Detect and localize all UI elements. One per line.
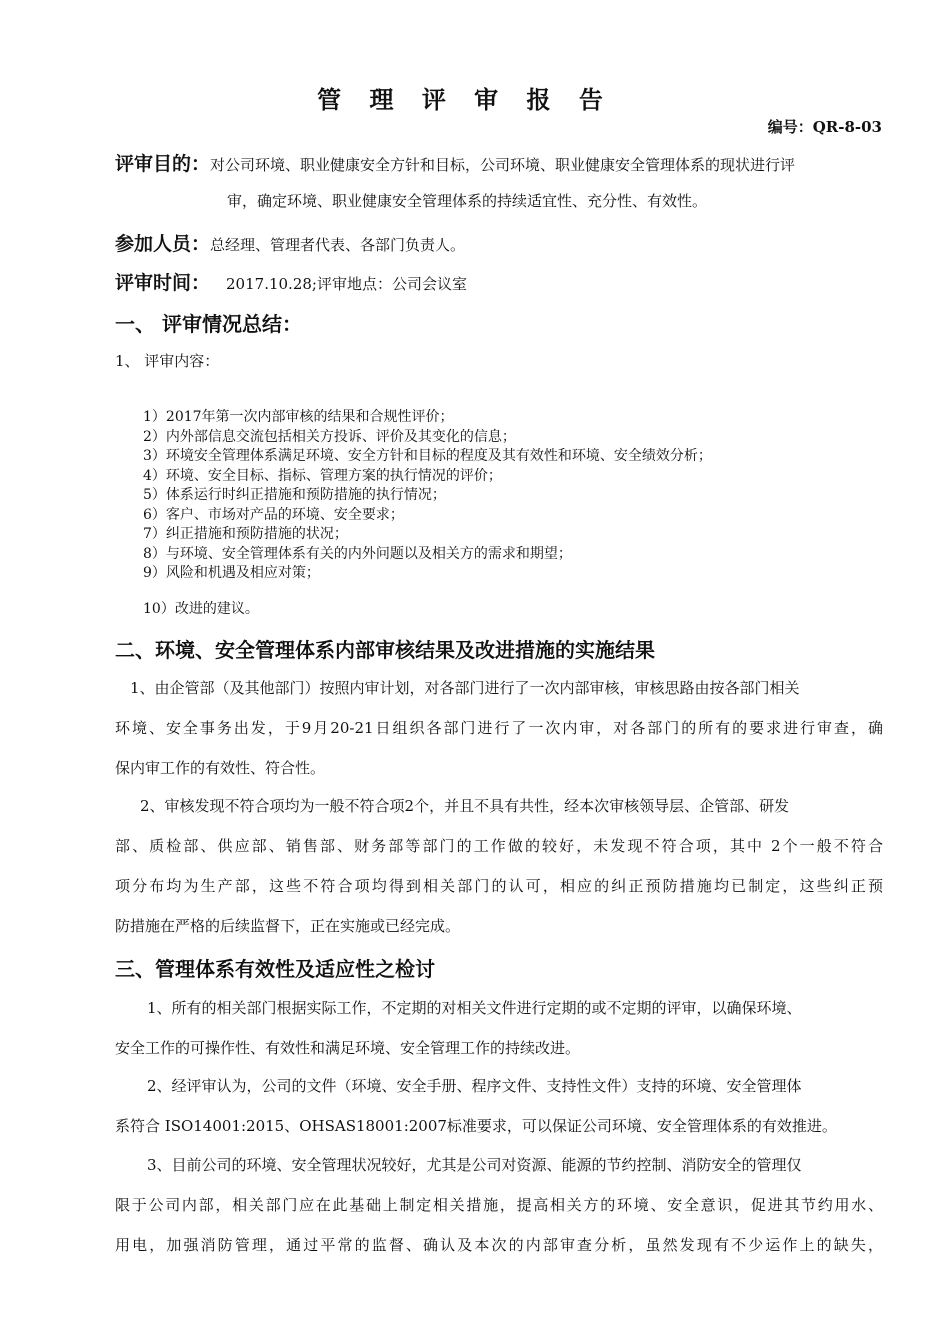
paragraph-line: 安全工作的可操作性、有效性和满足环境、安全管理工作的持续改进。	[115, 1039, 581, 1057]
document-number	[768, 116, 882, 137]
participants-value: 总经理、管理者代表、各部门负责人。	[210, 236, 466, 254]
page-title: 管 理 评 审 报 告	[317, 86, 613, 114]
list-item: 9）风险和机遇及相应对策；	[143, 565, 320, 581]
paragraph-line: 3、目前公司的环境、安全管理状况较好，尤其是公司对资源、能源的节约控制、消防安全的管理仅	[147, 1156, 802, 1174]
section2-paragraph1	[115, 668, 883, 788]
purpose-text-line2: 审，确定环境、职业健康安全管理体系的持续适宜性、充分性、有效性。	[227, 192, 708, 210]
section2-paragraph2	[115, 786, 883, 946]
purpose-label: 评审目的：	[115, 153, 211, 175]
paragraph-line: 防措施在严格的后续监督下，正在实施或已经完成。	[115, 917, 461, 935]
paragraph-line: 保内审工作的有效性、符合性。	[115, 759, 326, 777]
purpose-row	[115, 149, 795, 176]
section1-heading: 一、 评审情况总结：	[115, 312, 302, 336]
paragraph-line: 1、所有的相关部门根据实际工作，不定期的对相关文件进行定期的或不定期的评审，以确保环境、	[147, 999, 802, 1017]
section3-paragraph2	[115, 1066, 883, 1146]
document-number-value: QR-8-03	[812, 118, 882, 136]
paragraph-line: 2、经评审认为，公司的文件（环境、安全手册、程序文件、支持性文件）支持的环境、安全管理体	[147, 1077, 802, 1095]
list-item: 6）客户、市场对产品的环境、安全要求；	[143, 506, 404, 523]
purpose-text-line1: 对公司环境、职业健康安全方针和目标，公司环境、职业健康安全管理体系的现状进行评	[210, 156, 796, 174]
paragraph-line: 系符合 ISO14001:2015、OHSAS18001:2007标准要求，可以保证公司环境、安全管理体系的有效推进。	[115, 1117, 837, 1135]
review-time-row	[115, 268, 467, 295]
section1-subheading: 1、 评审内容：	[115, 352, 220, 370]
participants-label: 参加人员：	[115, 233, 211, 255]
section3-paragraph1	[115, 988, 883, 1068]
section3-paragraph3	[115, 1145, 883, 1265]
paragraph-line: 部、质检部、供应部、销售部、财务部等部门的工作做的较好，未发现不符合项，其中 2个一般不符合	[115, 837, 883, 855]
list-item: 3）环境安全管理体系满足环境、安全方针和目标的程度及其有效性和环境、安全绩效分析；	[143, 448, 712, 464]
paragraph-line: 2、审核发现不符合项均为一般不符合项2个，并且不具有共性，经本次审核领导层、企管部、研发	[140, 797, 790, 815]
list-item: 5）体系运行时纠正措施和预防措施的执行情况；	[143, 487, 446, 503]
review-content-list	[143, 408, 712, 584]
list-item: 4）环境、安全目标、指标、管理方案的执行情况的评价；	[143, 467, 502, 484]
section3-heading: 三、管理体系有效性及适应性之检讨	[115, 957, 435, 981]
paragraph-line: 项分布均为生产部，这些不符合项均得到相关部门的认可，相应的纠正预防措施均已制定，这些纠正预	[115, 877, 883, 895]
participants-row	[115, 229, 465, 256]
list-item: 1）2017年第一次内部审核的结果和合规性评价；	[143, 409, 454, 425]
review-time-value: 2017.10.28;评审地点：公司会议室	[226, 275, 467, 293]
list-item: 8）与环境、安全管理体系有关的内外问题以及相关方的需求和期望；	[143, 545, 572, 562]
paragraph-line: 环境、安全事务出发，于9月20-21日组织各部门进行了一次内审，对各部门的所有的要求进行审查，确	[115, 719, 883, 737]
paragraph-line: 限于公司内部，相关部门应在此基础上制定相关措施，提高相关方的环境、安全意识，促进其节约用水、	[115, 1196, 883, 1214]
document-number-label: 编号：	[767, 118, 813, 136]
list-item-10: 10）改进的建议。	[143, 601, 259, 617]
section2-heading: 二、环境、安全管理体系内部审核结果及改进措施的实施结果	[115, 638, 655, 662]
review-time-label: 评审时间：	[115, 272, 211, 294]
list-item: 7）纠正措施和预防措施的状况；	[143, 526, 348, 542]
list-item: 2）内外部信息交流包括相关方投诉、评价及其变化的信息；	[143, 428, 516, 445]
paragraph-line: 用电，加强消防管理，通过平常的监督、确认及本次的内部审查分析，虽然发现有不少运作上的缺失，	[115, 1236, 883, 1254]
paragraph-line: 1、由企管部（及其他部门）按照内审计划，对各部门进行了一次内部审核，审核思路由按各部门相关	[130, 679, 800, 697]
